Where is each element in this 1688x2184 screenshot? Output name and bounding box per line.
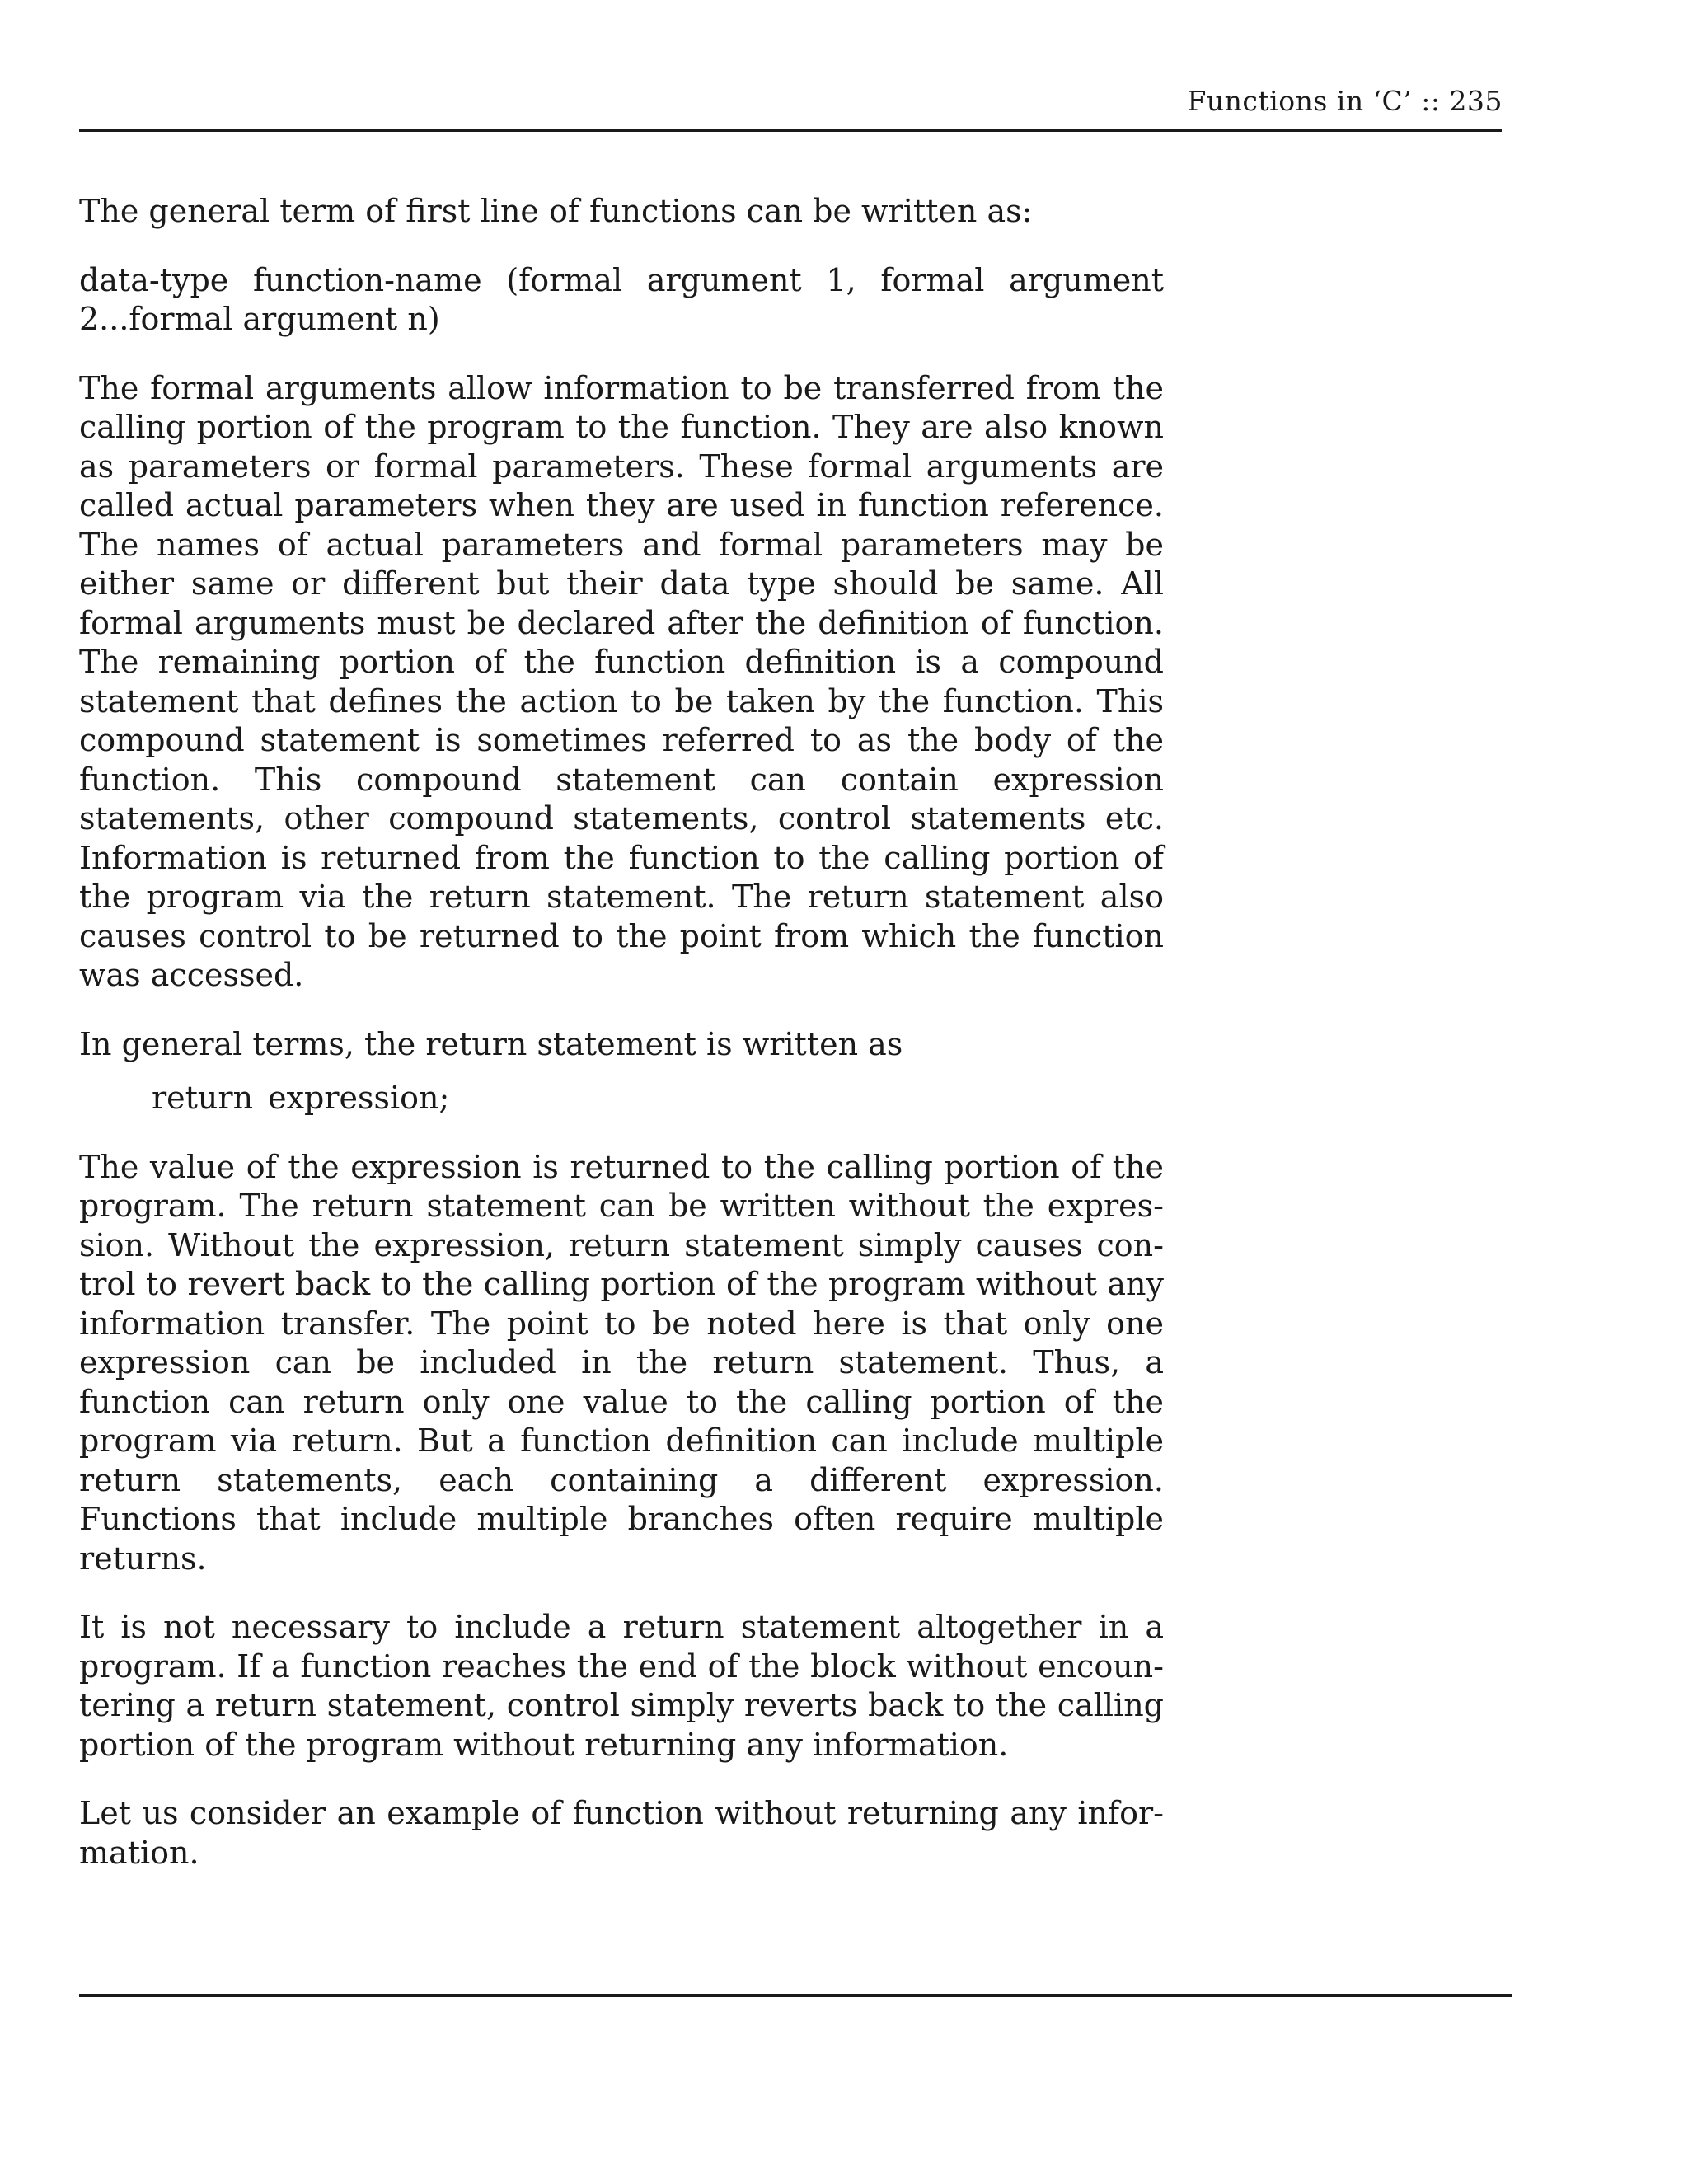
- paragraph-example-intro: Let us consider an example of function without returning any information.: [79, 1795, 1164, 1871]
- page-body: [79, 192, 1164, 1902]
- header-rule: [79, 129, 1502, 132]
- paragraph-return-value: The value of the expression is returned to the calling portion of the program. The return statement can be written without the expression. Without the expression, return statement simply causes control to revert back to the calling portion of the program without any information transfer. The point to be noted here is that only one expression can be included in the return statement. Thus, a function can return only one value to the calling portion of the program via return. But a function definition can include multiple return statements, each containing a different expression. Functions that include multiple branches often require multiple returns.: [79, 1148, 1164, 1577]
- return-syntax: return expression;: [152, 1080, 450, 1116]
- paragraph-formal-arguments: The formal arguments allow information to be transferred from the calling portion of the program to the function. They are also known as parameters or formal parameters. These formal arguments are called actual parameters when they are used in function reference. The names of actual parameters and formal parameters may be either same or different but their data type should be same. All formal arguments must be declared after the definition of function. The remaining portion of the function definition is a compound statement that defines the action to be taken by the function. This compound statement is sometimes referred to as the body of the function. This compound statement can contain expression statements, other compound statements, control statements etc. Information is returned from the function to the calling portion of the program via the return statement. The return statement also causes control to be returned to the point from which the function was accessed.: [79, 369, 1164, 993]
- paragraph-intro: The general term of first line of functions can be written as:: [79, 193, 1033, 229]
- footer-rule: [79, 1994, 1512, 1997]
- paragraph-no-return: It is not necessary to include a return statement altogether in a program. If a function reaches the end of the block without encountering a return statement, control simply reverts back to the calling portion of the program without returning any information.: [79, 1609, 1164, 1763]
- function-syntax: data-type function-name (formal argument 1, formal argument 2...formal argument n): [79, 261, 1164, 337]
- running-head: Functions in ‘C’ :: 235: [1187, 85, 1503, 117]
- paragraph-return-general: In general terms, the return statement is written as: [79, 1025, 903, 1062]
